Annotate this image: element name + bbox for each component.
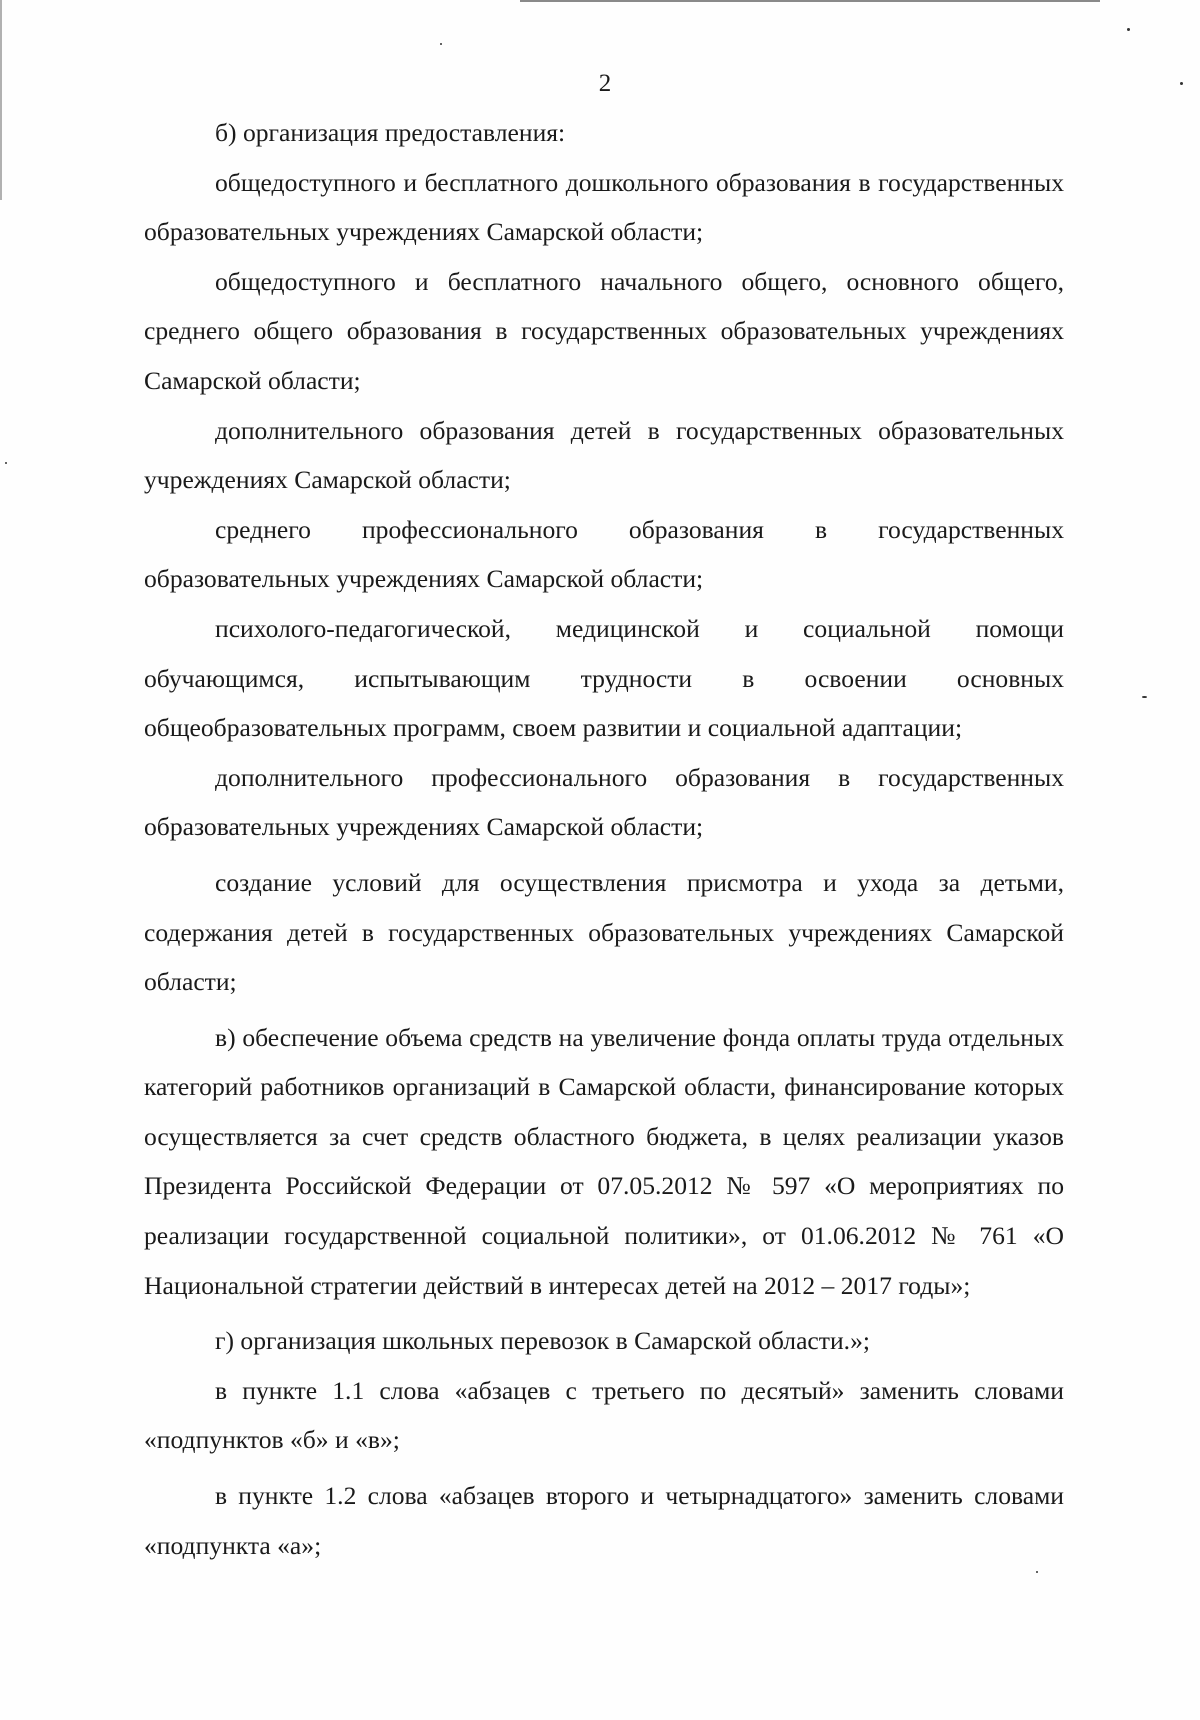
paragraph-b-heading: б) организация предоставления: [215,118,566,147]
page-number: 2 [598,70,612,97]
paragraph-item-1-2: в пункте 1.2 слова «абзацев второго и четырнадцатого» заменить словами «подпункта «а»; [144,1481,1064,1560]
paragraph-preschool: общедоступного и бесплатного дошкольного образования в государственных образовательных учреждениях Самарской области; [144,167,1064,247]
paragraph-general-education: общедоступного и бесплатного начального общего, основного общего, среднего общего образования в государственных образовательных учреждениях Самарской области; [144,266,1064,395]
scan-speck [1180,82,1183,85]
document-body [144,108,1064,1570]
scan-speck [1127,28,1130,31]
paragraph-item-1-1: в пункте 1.1 слова «абзацев с третьего по десятый» заменить словами «подпунктов «б» и «в»; [144,1375,1064,1455]
paragraph-v-funding: в) обеспечение объема средств на увеличение фонда оплаты труда отдельных категорий работников организаций в Самарской области, финансирование которых осуществляется за счет средств областного бюджета, в целях реализации указов Президента Российской Федерации от 07.05.2012 № 597 «О мероприятиях по реализации государственной социальной политики», от 01.06.2012 № 761 «О Национальной стратегии действий в интересах детей на 2012 – 2017 годы»; [144,1022,1064,1300]
paragraph-secondary-professional: среднего профессионального образования в государственных образовательных учреждениях Самарской области; [144,514,1064,594]
scan-speck [1036,1571,1038,1573]
paragraph-g-transport: г) организация школьных перевозок в Самарской области.»; [215,1326,870,1356]
scan-top-rule [520,0,1100,2]
paragraph-additional-professional: дополнительного профессионального образования в государственных образовательных учреждениях Самарской области; [144,762,1064,842]
scan-speck [1142,696,1147,698]
paragraph-additional-children: дополнительного образования детей в государственных образовательных учреждениях Самарской области; [144,415,1064,495]
scan-speck [5,462,7,464]
paragraph-child-care: создание условий для осуществления присмотра и ухода за детьми, содержания детей в государственных образовательных учреждениях Самарской области; [144,867,1064,997]
scan-left-edge [0,0,2,200]
paragraph-psychological-help: психолого-педагогической, медицинской и социальной помощи обучающимся, испытывающим трудности в освоении основных общеобразовательных программ, своем развитии и социальной адаптации; [144,613,1064,743]
scan-speck [440,43,442,45]
